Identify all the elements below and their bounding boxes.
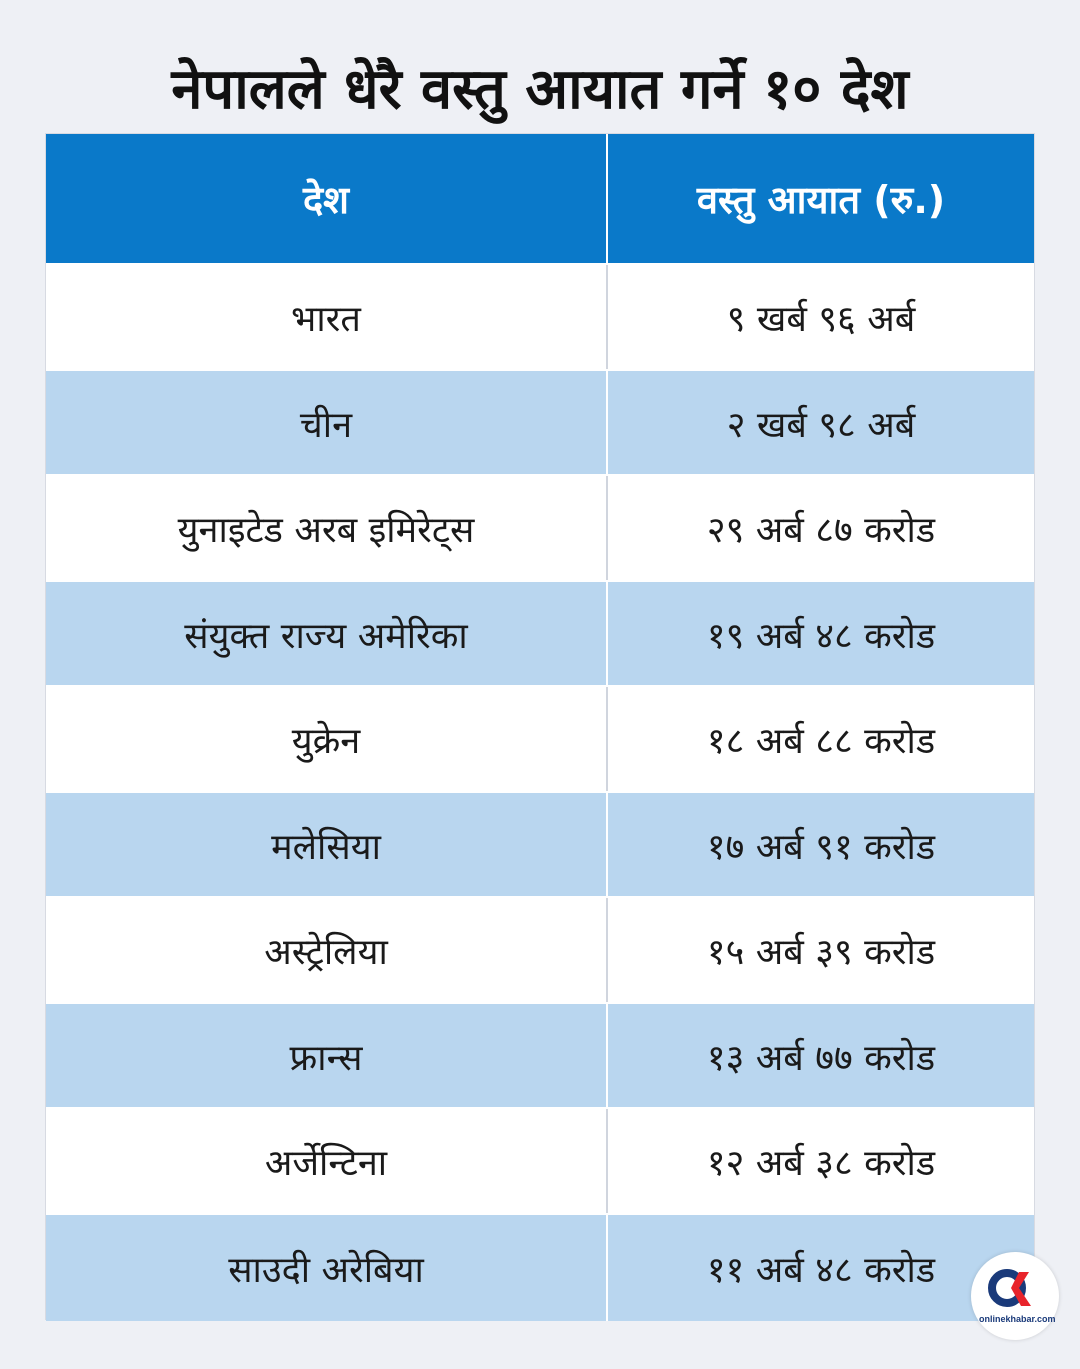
value-cell: १८ अर्ब ८८ करोड <box>706 720 936 762</box>
country-cell: साउदी अरेबिया <box>46 1215 608 1321</box>
table-row <box>46 369 1034 475</box>
table-row <box>46 685 1034 791</box>
country-cell: अस्ट्रेलिया <box>46 898 608 1002</box>
value-cell: १२ अर्ब ३८ करोड <box>706 1142 936 1184</box>
table-row <box>46 1213 1034 1321</box>
country-cell: संयुक्त राज्य अमेरिका <box>46 582 608 686</box>
onlinekhabar-logo[interactable] <box>971 1252 1059 1340</box>
country-cell: अर्जेन्टिना <box>46 1109 608 1213</box>
country-cell: चीन <box>46 371 608 475</box>
table-row <box>46 474 1034 580</box>
value-cell: १३ अर्ब ७७ करोड <box>706 1037 936 1079</box>
country-cell: फ्रान्स <box>46 1004 608 1108</box>
onlinekhabar-logo-icon <box>987 1266 1043 1312</box>
country-cell: भारत <box>46 265 608 369</box>
table-row <box>46 580 1034 686</box>
country-cell: युक्रेन <box>46 687 608 791</box>
value-cell: ११ अर्ब ४८ करोड <box>706 1249 936 1291</box>
value-cell: ९ खर्ब ९६ अर्ब <box>726 298 916 340</box>
value-cell: १९ अर्ब ४८ करोड <box>706 615 936 657</box>
table-row <box>46 791 1034 897</box>
value-cell: २ खर्ब ९८ अर्ब <box>726 404 916 446</box>
table-row <box>46 1002 1034 1108</box>
table-row <box>46 263 1034 369</box>
page-title: नेपालले धेरै वस्तु आयात गर्ने १० देश <box>171 57 909 122</box>
header-import-value: वस्तु आयात (रु.) <box>696 177 946 222</box>
table-row <box>46 1107 1034 1213</box>
table-header-row <box>46 134 1034 263</box>
value-cell: १५ अर्ब ३९ करोड <box>706 931 936 973</box>
country-cell: युनाइटेड अरब इमिरेट्स <box>46 476 608 580</box>
logo-wordmark: onlinekhabar.com <box>979 1314 1056 1324</box>
header-country: देश <box>46 134 608 263</box>
country-cell: मलेसिया <box>46 793 608 897</box>
value-cell: २९ अर्ब ८७ करोड <box>706 509 936 551</box>
table-row <box>46 896 1034 1002</box>
value-cell: १७ अर्ब ९१ करोड <box>706 826 936 868</box>
import-table <box>45 133 1035 1320</box>
